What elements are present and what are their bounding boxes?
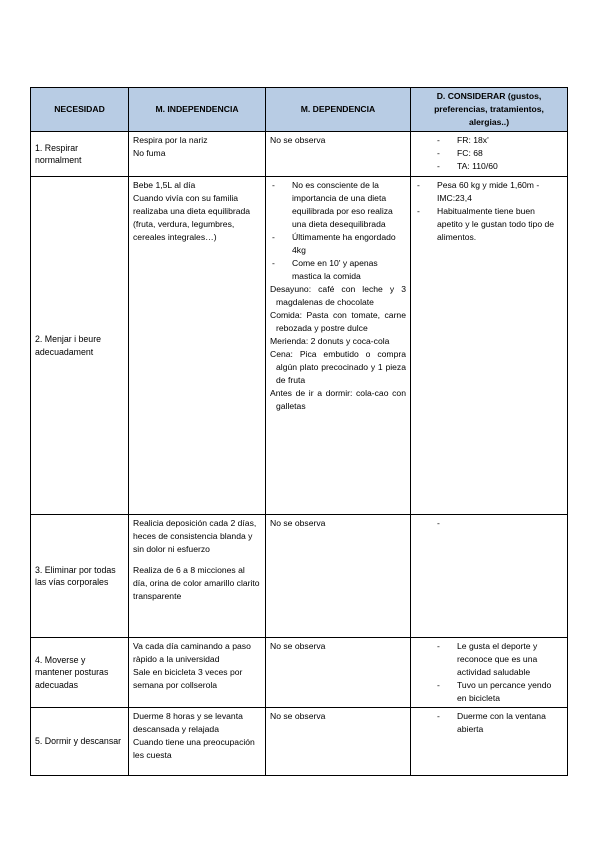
independence-cell — [129, 638, 266, 708]
list-item: Cena: Pica embutido o compra algún plato precocinado y 1 pieza de fruta — [270, 349, 406, 385]
list-item: - Come en 10' y apenas mastica la comida — [270, 257, 406, 283]
list-item: - FR: 18x' — [415, 134, 563, 147]
dependence-cell — [266, 177, 411, 515]
table-row — [31, 708, 568, 776]
list-item: - Pesa 60 kg y mide 1,60m - IMC:23,4 — [415, 179, 563, 205]
consider-cell — [411, 177, 568, 515]
list-item: - Duerme con la ventana abierta — [415, 710, 563, 736]
independence-cell — [129, 177, 266, 515]
list-item: - Le gusta el deporte y reconoce que es una actividad saludable — [415, 640, 563, 679]
table-row — [31, 132, 568, 177]
need-cell: 3. Eliminar por todas las vías corporales — [31, 515, 129, 638]
cell-text: - — [437, 518, 440, 528]
cell-text: Cuando tiene una preocupación les cuesta — [133, 737, 255, 760]
list-item: - Últimamente ha engordado 4kg — [270, 231, 406, 257]
cell-text: No fuma — [133, 148, 166, 158]
list-item: Comida: Pasta con tomate, carne rebozada y postre dulce — [270, 310, 406, 333]
cell-text: Realiza de 6 a 8 micciones al día, orina de color amarillo clarito transparente — [133, 565, 260, 601]
need-cell: 4. Moverse y mantener posturas adecuadas — [31, 638, 129, 708]
consider-cell — [411, 708, 568, 776]
independence-cell — [129, 132, 266, 177]
consider-cell — [411, 132, 568, 177]
independence-cell — [129, 708, 266, 776]
consider-cell — [411, 515, 568, 638]
consider-cell — [411, 638, 568, 708]
list-item: - Tuvo un percance yendo en bicicleta — [415, 679, 563, 705]
list-item: - TA: 110/60 — [415, 160, 563, 173]
header-considerar: D. CONSIDERAR (gustos, preferencias, tratamientos, alergias..) — [411, 88, 568, 132]
table-row — [31, 177, 568, 515]
dependence-cell: No se observa — [266, 708, 411, 776]
list-item: - Habitualmente tiene buen apetito y le gustan todo tipo de alimentos. — [415, 205, 563, 244]
cell-text: Va cada día caminando a paso ràpido a la universidad — [133, 641, 251, 664]
dependence-cell: No se observa — [266, 515, 411, 638]
header-independencia: M. INDEPENDENCIA — [129, 88, 266, 132]
cell-text: Duerme 8 horas y se levanta descansada y relajada — [133, 711, 243, 734]
cell-text: Bebe 1,5L al día — [133, 180, 196, 190]
list-item: - No es consciente de la importancia de una dieta equilibrada por eso realiza una dieta desequilibrada — [270, 179, 406, 231]
cell-text: Respira por la nariz — [133, 135, 208, 145]
list-item: Merienda: 2 donuts y coca-cola — [270, 336, 390, 346]
list-item: Desayuno: café con leche y 3 magdalenas de chocolate — [270, 284, 406, 307]
need-cell: 5. Dormir y descansar — [31, 708, 129, 776]
cell-text: Realicia deposición cada 2 días, heces de consistencia blanda y sin dolor ni esfuerzo — [133, 518, 257, 554]
table-row — [31, 515, 568, 638]
header-necesidad: NECESIDAD — [31, 88, 129, 132]
need-cell: 2. Menjar i beure adecuadament — [31, 177, 129, 515]
cell-text: Sale en bicicleta 3 veces por semana por collserola — [133, 667, 243, 690]
independence-cell — [129, 515, 266, 638]
nursing-needs-table — [30, 87, 568, 776]
table-row — [31, 638, 568, 708]
cell-text: Cuando vivía con su familia realizaba una dieta equilibrada (fruta, verdura, legumbres, cereales integrales…) — [133, 193, 251, 242]
need-cell: 1. Respirar normalment — [31, 132, 129, 177]
dependence-cell: No se observa — [266, 132, 411, 177]
dependence-cell: No se observa — [266, 638, 411, 708]
header-dependencia: M. DEPENDENCIA — [266, 88, 411, 132]
list-item: Antes de ir a dormir: cola-cao con galletas — [270, 388, 406, 411]
header-row — [31, 88, 568, 132]
list-item: - FC: 68 — [415, 147, 563, 160]
